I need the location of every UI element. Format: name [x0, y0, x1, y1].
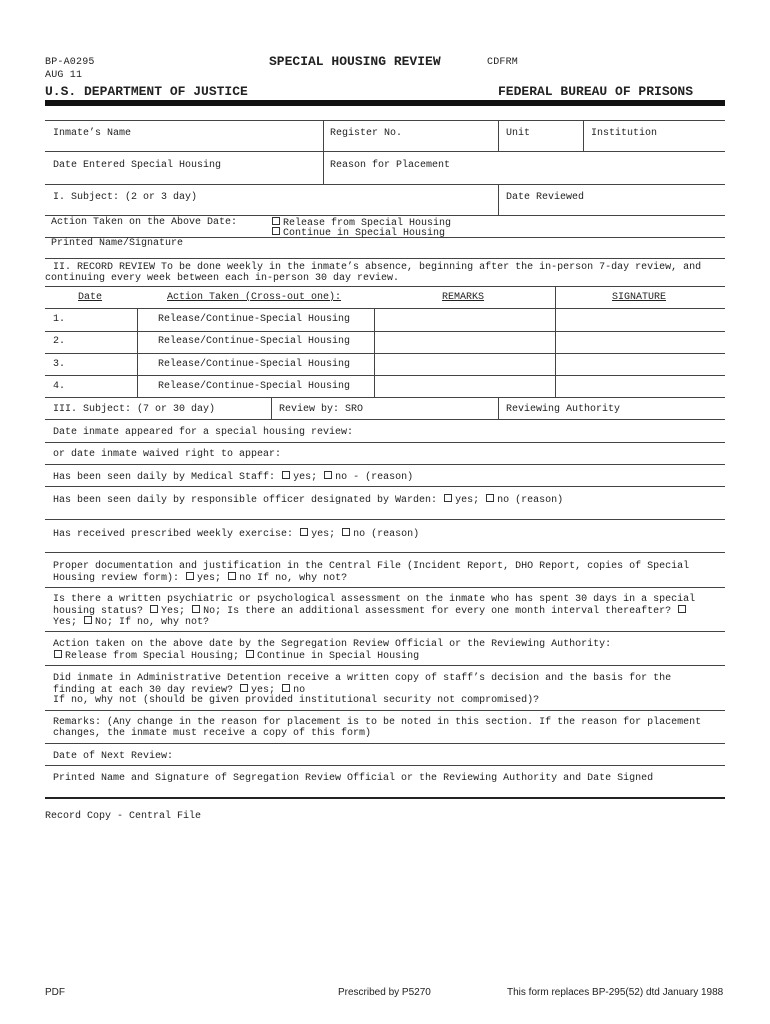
release-option-label: Release from Special Housing — [283, 218, 452, 229]
checkbox-icon[interactable] — [186, 572, 194, 580]
checkbox-icon[interactable] — [84, 616, 92, 624]
exercise-label: Has received prescribed weekly exercise: — [53, 529, 294, 540]
signature-line-field[interactable]: Printed Name and Signature of Segregation Review Official or the Reviewing Authority and Date Signed — [53, 773, 654, 784]
yes-option: yes; — [251, 685, 276, 696]
reason-placement-field[interactable]: Reason for Placement — [330, 160, 451, 171]
action-line-1: Action taken on the above date by the Segregation Review Official or the Reviewing Authority: — [53, 639, 612, 650]
admin-line-3: If no, why not (should be given provided institutional security not compromised)? — [53, 695, 540, 706]
release-option-label: Release from Special Housing; — [65, 651, 240, 662]
checkbox-icon[interactable] — [272, 227, 280, 235]
checkbox-icon[interactable] — [486, 494, 494, 502]
next-review-field[interactable]: Date of Next Review: — [53, 751, 174, 762]
documentation-label: Housing review form): — [53, 573, 180, 584]
documentation-line-2 — [53, 572, 347, 584]
documentation-line-1: Proper documentation and justification in the Central File (Incident Report, DHO Report, copies of Special — [53, 561, 690, 572]
checkbox-icon[interactable] — [282, 471, 290, 479]
checkbox-icon[interactable] — [300, 528, 308, 536]
action-line-2 — [53, 650, 419, 662]
medical-staff-label: Has been seen daily by Medical Staff: — [53, 472, 276, 483]
checkbox-icon[interactable] — [282, 684, 290, 692]
no-option: no - (reason) — [335, 472, 414, 483]
date-entered-field[interactable]: Date Entered Special Housing — [53, 160, 222, 171]
table-row-action[interactable]: Release/Continue-Special Housing — [158, 381, 351, 392]
date-appeared-field[interactable]: Date inmate appeared for a special housing review: — [53, 427, 354, 438]
medical-staff-row — [53, 471, 413, 483]
checkbox-icon[interactable] — [54, 650, 62, 658]
yes-option: Yes; — [161, 606, 186, 617]
table-row-number: 3. — [53, 359, 66, 370]
action-taken-label: Action Taken on the Above Date: — [51, 217, 238, 228]
reviewing-authority-field[interactable]: Reviewing Authority — [506, 404, 621, 415]
admin-line-1: Did inmate in Administrative Detention receive a written copy of staff’s decision and the basis for the — [53, 673, 672, 684]
no-option: no (reason) — [353, 529, 420, 540]
admin-label: finding at each 30 day review? — [53, 685, 234, 696]
checkbox-icon[interactable] — [240, 684, 248, 692]
checkbox-icon[interactable] — [150, 605, 158, 613]
inmate-name-field[interactable]: Inmate’s Name — [53, 128, 132, 139]
header-rule — [45, 100, 725, 106]
unit-field[interactable]: Unit — [506, 128, 531, 139]
yes-option: yes; — [311, 529, 336, 540]
table-row-number: 1. — [53, 314, 66, 325]
register-number-field[interactable]: Register No. — [330, 128, 403, 139]
form-code: CDFRM — [487, 57, 519, 68]
record-review-text-1: II. RECORD REVIEW To be done weekly in the inmate’s absence, beginning after the in-person 7-day review, and — [53, 262, 702, 273]
no-option: No; Is there an additional assessment for every one month interval thereafter? — [203, 606, 672, 617]
checkbox-icon[interactable] — [272, 217, 280, 225]
psych-line-3 — [53, 616, 209, 628]
remarks-line-1: Remarks: (Any change in the reason for placement is to be noted in this section. If the reason for placement — [53, 717, 702, 728]
table-row-number: 4. — [53, 381, 66, 392]
checkbox-icon[interactable] — [192, 605, 200, 613]
table-row-number: 2. — [53, 336, 66, 347]
date-reviewed-field[interactable]: Date Reviewed — [506, 192, 585, 203]
table-row-action[interactable]: Release/Continue-Special Housing — [158, 314, 351, 325]
replaces-note: This form replaces BP-295(52) dtd January 1988 — [507, 987, 724, 998]
no-option: no (reason) — [497, 495, 564, 506]
form-date: AUG 11 — [45, 70, 83, 81]
no-option: no If no, why not? — [239, 573, 348, 584]
checkbox-icon[interactable] — [678, 605, 686, 613]
checkbox-icon[interactable] — [444, 494, 452, 502]
col-signature-header: SIGNATURE — [612, 292, 667, 303]
col-remarks-header: REMARKS — [442, 292, 485, 303]
officer-label: Has been seen daily by responsible officer designated by Warden: — [53, 495, 438, 506]
col-action-header: Action Taken (Cross-out one): — [167, 292, 342, 303]
subject-three-label: III. Subject: (7 or 30 day) — [53, 404, 216, 415]
checkbox-icon[interactable] — [246, 650, 254, 658]
psych-label: housing status? — [53, 606, 144, 617]
bureau-name: FEDERAL BUREAU OF PRISONS — [498, 84, 694, 99]
remarks-line-2: changes, the inmate must receive a copy of this form) — [53, 728, 372, 739]
yes-option: yes; — [455, 495, 480, 506]
checkbox-icon[interactable] — [342, 528, 350, 536]
yes-option: yes; — [293, 472, 318, 483]
printed-name-field[interactable]: Printed Name/Signature — [51, 238, 184, 249]
pdf-label: PDF — [45, 987, 65, 998]
subject-one-label: I. Subject: (2 or 3 day) — [53, 192, 198, 203]
form-number: BP-A0295 — [45, 57, 95, 68]
checkbox-icon[interactable] — [228, 572, 236, 580]
department-name: U.S. DEPARTMENT OF JUSTICE — [45, 84, 248, 99]
officer-row — [53, 494, 563, 506]
yes-option: yes; — [197, 573, 222, 584]
prescribed-by: Prescribed by P5270 — [338, 987, 431, 998]
exercise-row — [53, 528, 419, 540]
record-review-text-2: continuing every week between each in-person 30 day review. — [45, 273, 400, 284]
institution-field[interactable]: Institution — [591, 128, 658, 139]
psych-line-1: Is there a written psychiatric or psychological assessment on the inmate who has spent 30 days in a special — [53, 594, 696, 605]
no-option: no — [293, 685, 306, 696]
review-by-field[interactable]: Review by: SRO — [279, 404, 364, 415]
table-row-action[interactable]: Release/Continue-Special Housing — [158, 336, 351, 347]
yes-option: Yes; — [53, 617, 78, 628]
checkbox-icon[interactable] — [324, 471, 332, 479]
continue-option-label: Continue in Special Housing — [257, 651, 420, 662]
date-waived-field[interactable]: or date inmate waived right to appear: — [53, 449, 282, 460]
table-row-action[interactable]: Release/Continue-Special Housing — [158, 359, 351, 370]
continue-option-label: Continue in Special Housing — [283, 228, 446, 239]
form-title: SPECIAL HOUSING REVIEW — [269, 54, 441, 69]
col-date-header: Date — [78, 292, 103, 303]
no-option: No; If no, why not? — [95, 617, 210, 628]
continue-option[interactable] — [271, 227, 445, 239]
record-copy-note: Record Copy - Central File — [45, 811, 202, 822]
